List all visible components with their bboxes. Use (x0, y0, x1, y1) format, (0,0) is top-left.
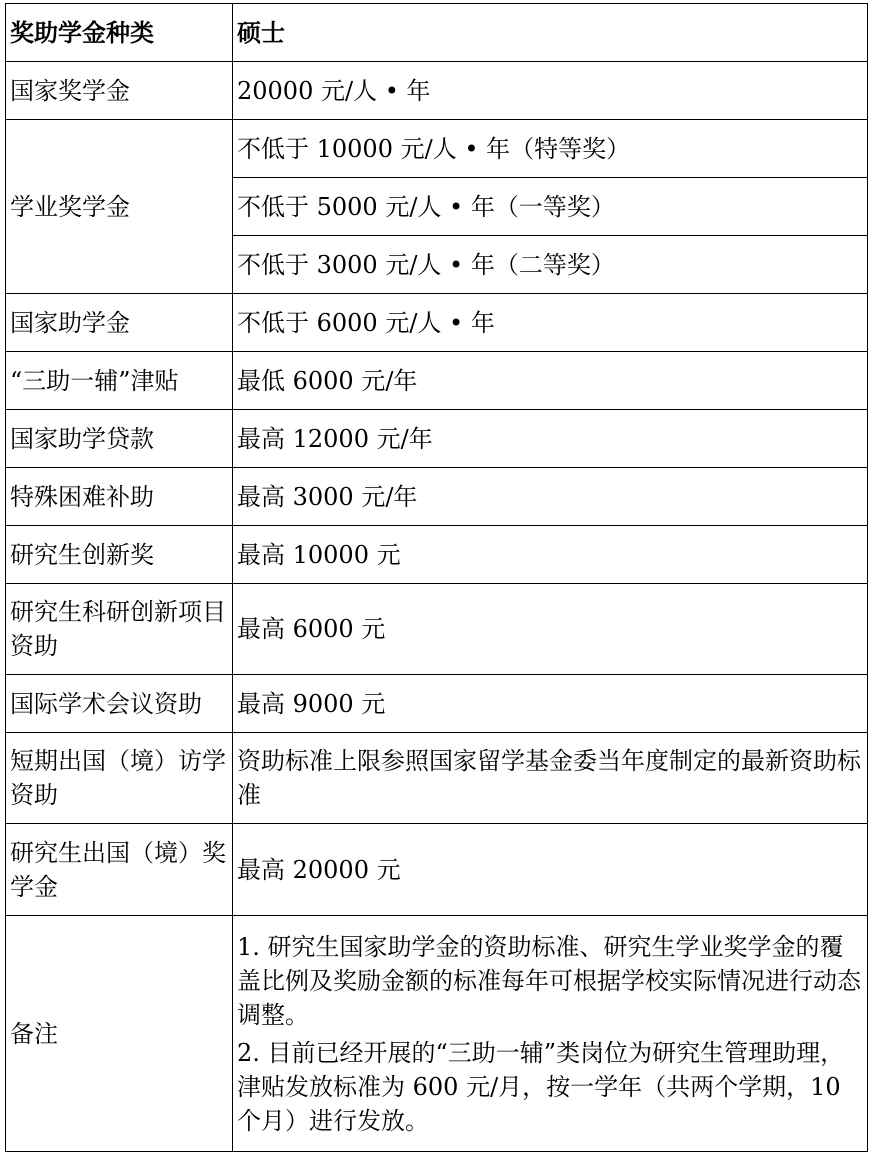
row-value: 最高 3000 元/年 (233, 468, 868, 526)
row-value: 不低于 10000 元/人 • 年（特等奖） (233, 120, 868, 178)
table-row (6, 675, 868, 733)
table-row (6, 733, 868, 824)
table-row (6, 352, 868, 410)
row-name: 短期出国（境）访学资助 (6, 733, 233, 824)
table-row (6, 294, 868, 352)
row-name: 学业奖学金 (6, 120, 233, 294)
row-value: 不低于 5000 元/人 • 年（一等奖） (233, 178, 868, 236)
note-item: 1. 研究生国家助学金的资助标准、研究生学业奖学金的覆盖比例及奖励金额的标准每年可根据学校实际情况进行动态调整。 (237, 932, 861, 1029)
row-value: 最高 6000 元 (233, 584, 868, 675)
row-value: 不低于 6000 元/人 • 年 (233, 294, 868, 352)
table-row (6, 584, 868, 675)
row-name: 研究生出国（境）奖学金 (6, 824, 233, 916)
scholarship-table (5, 3, 868, 1152)
header-type: 奖助学金种类 (6, 4, 233, 62)
row-name: 研究生科研创新项目资助 (6, 584, 233, 675)
row-name: 国家助学金 (6, 294, 233, 352)
table-row (6, 120, 868, 178)
row-name: 研究生创新奖 (6, 526, 233, 584)
table-row (6, 468, 868, 526)
row-name: “三助一辅”津贴 (6, 352, 233, 410)
notes-content (233, 916, 868, 1152)
row-value: 资助标准上限参照国家留学基金委当年度制定的最新资助标准 (233, 733, 868, 824)
table-row (6, 526, 868, 584)
row-value: 最高 20000 元 (233, 824, 868, 916)
note-item: 2. 目前已经开展的“三助一辅”类岗位为研究生管理助理，津贴发放标准为 600 元/月，按一学年（共两个学期，10 个月）进行发放。 (237, 1038, 845, 1135)
row-name: 国家助学贷款 (6, 410, 233, 468)
header-degree: 硕士 (233, 4, 868, 62)
table-row (6, 410, 868, 468)
notes-row (6, 916, 868, 1152)
table-row (6, 62, 868, 120)
row-value: 不低于 3000 元/人 • 年（二等奖） (233, 236, 868, 294)
row-value: 最高 12000 元/年 (233, 410, 868, 468)
row-value: 20000 元/人 • 年 (233, 62, 868, 120)
row-name: 国际学术会议资助 (6, 675, 233, 733)
row-name: 国家奖学金 (6, 62, 233, 120)
row-value: 最高 9000 元 (233, 675, 868, 733)
notes-label: 备注 (6, 916, 233, 1152)
row-value: 最低 6000 元/年 (233, 352, 868, 410)
row-value: 最高 10000 元 (233, 526, 868, 584)
row-name: 特殊困难补助 (6, 468, 233, 526)
table-row (6, 824, 868, 916)
header-row (6, 4, 868, 62)
